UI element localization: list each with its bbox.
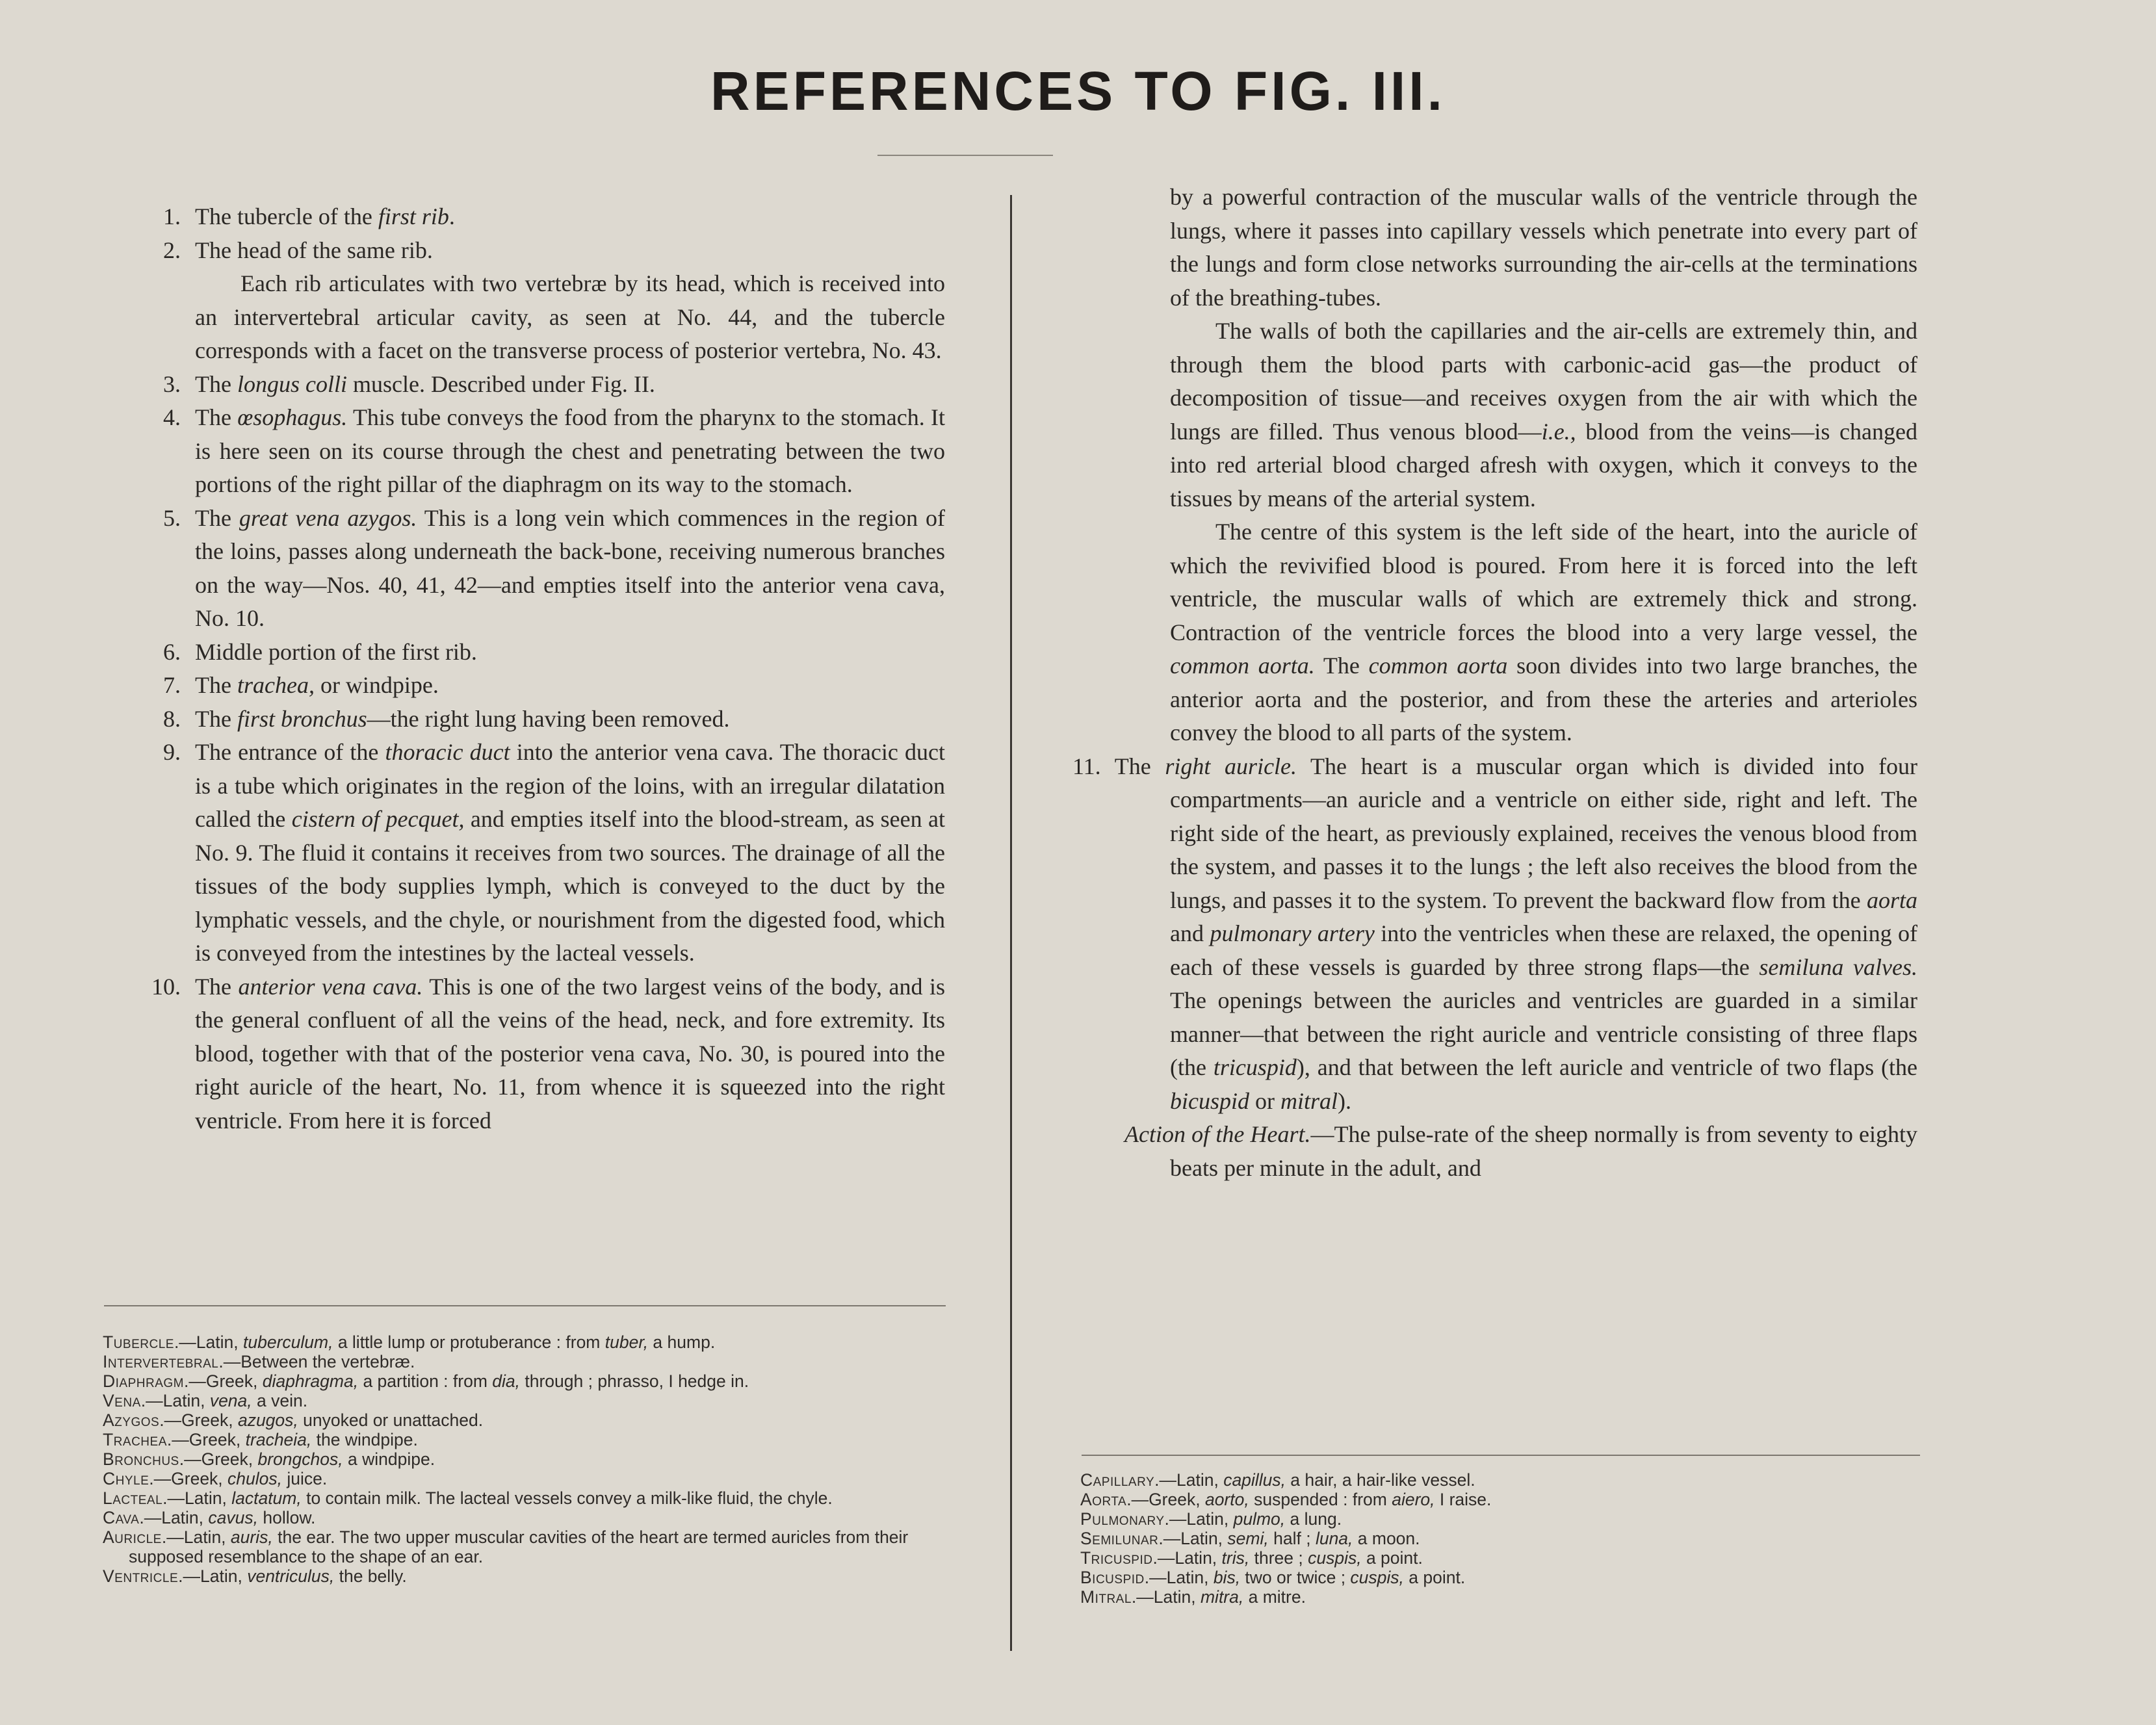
reference-item-8: 8. The first bronchus—the right lung having been removed.: [163, 705, 730, 732]
footnote-entry: Mitral.—Latin, mitra, a mitre.: [1080, 1587, 1306, 1607]
right-footnote-rule: [1082, 1455, 1920, 1456]
footnote-entry: Bicuspid.—Latin, bis, two or twice ; cuspis, a point.: [1080, 1568, 1466, 1587]
reference-item-1: 1. The tubercle of the first rib.: [163, 203, 455, 229]
rib-paragraph: Each rib articulates with two vertebræ by its head, which is received into an intervertebral articular cavity, as seen at No. 44, and the tubercle corresponds with a facet on the transverse process of posterior vertebra, No. 43.: [195, 270, 945, 363]
reference-item-9: 9. The entrance of the thoracic duct into the anterior vena cava. The thoracic duct is a tube which originates in the region of the loins, with an irregular dilatation called the cistern of pecquet, and empties itself into the blood-stream, as seen at No. 9. The fluid it contains it receives from two sources. The drainage of all the tissues of the body supplies lymph, which is conveyed to the duct by the lymphatic vessels, and the chyle, or nourishment from the digested food, which is conveyed from the intestines by the lacteal vessels.: [163, 739, 946, 966]
reference-item-5: 5. The great vena azygos. This is a long vein which commences in the region of the loins, passes along underneath the back-bone, receiving numerous branches on the way—Nos. 40, 41, 42—and empties itself into the anterior vena cava, No. 10.: [163, 504, 946, 631]
footnote-entry: Intervertebral.—Between the vertebræ.: [103, 1352, 415, 1371]
footnote-entry: Tricuspid.—Latin, tris, three ; cuspis, a point.: [1080, 1548, 1423, 1568]
footnote-entry: Semilunar.—Latin, semi, half ; luna, a moon.: [1080, 1529, 1420, 1548]
footnote-entry: Tubercle.—Latin, tuberculum, a little lump or protuberance : from tuber, a hump.: [103, 1332, 716, 1352]
action-of-heart-paragraph: Action of the Heart.—The pulse-rate of the sheep normally is from seventy to eighty beats per minute in the adult, and: [1124, 1121, 1917, 1181]
footnote-entry: Auricle.—Latin, auris, the ear. The two upper muscular cavities of the heart are termed auricles from their supposed resemblance to the shape of an ear.: [103, 1527, 909, 1566]
left-heart-paragraph: The centre of this system is the left side of the heart, into the auricle of which the revivified blood is poured. From here it is forced into the left ventricle, the muscular walls of which are extremely thick and strong. Contraction of the ventricle forces the blood into a very large vessel, the common aorta. The common aorta soon divides into two large branches, the anterior aorta and the posterior, and from these the arteries and arterioles convey the blood to all parts of the system.: [1170, 519, 1917, 746]
reference-item-6: 6. Middle portion of the first rib.: [163, 638, 477, 665]
footnote-entry: Trachea.—Greek, tracheia, the windpipe.: [103, 1430, 418, 1449]
footnote-entry: Cava.—Latin, cavus, hollow.: [103, 1508, 316, 1527]
footnote-entry: Bronchus.—Greek, brongchos, a windpipe.: [103, 1449, 435, 1469]
page-title: REFERENCES TO FIG. III.: [710, 60, 1446, 122]
left-footnotes: [103, 1332, 948, 1586]
reference-item-11: 11. The right auricle. The heart is a muscular organ which is divided into four compartments—an auricle and a ventricle on either side, right and left. The right side of the heart, as previously explained, receives the venous blood from the system, and passes it to the lungs ; the left also receives the blood from the lungs, and passes it to the system. To prevent the backward flow from the aorta and pulmonary artery into the ventricles when these are relaxed, the opening of each of these vessels is guarded by three strong flaps—the semiluna valves. The openings between the auricles and ventricles are guarded in a similar manner—that between the right auricle and ventricle consisting of three flaps (the tricuspid), and that between the left auricle and ventricle of two flaps (the bicuspid or mitral).: [1072, 753, 1918, 1114]
footnote-entry: Vena.—Latin, vena, a vein.: [103, 1391, 308, 1410]
right-column: [1072, 181, 1918, 1185]
left-column: [103, 200, 945, 1137]
column-divider: [1010, 195, 1012, 1651]
footnote-entry: Lacteal.—Latin, lactatum, to contain milk. The lacteal vessels convey a milk-like fluid, the chyle.: [103, 1488, 833, 1508]
footnote-entry: Capillary.—Latin, capillus, a hair, a hair-like vessel.: [1080, 1470, 1475, 1490]
title-rule: [877, 155, 1053, 156]
footnote-entry: Aorta.—Greek, aorto, suspended : from aiero, I raise.: [1080, 1490, 1492, 1509]
continued-paragraph: by a powerful contraction of the muscular walls of the ventricle through the lungs, where it passes into capillary vessels which penetrate into every part of the lungs and form close networks surrounding the air-cells at the terminations of the breathing-tubes.: [1170, 184, 1917, 311]
reference-item-3: 3. The longus colli muscle. Described under Fig. II.: [163, 370, 655, 397]
reference-item-10: 10. The anterior vena cava. This is one of the two largest veins of the body, and is the general confluent of all the veins of the head, neck, and fore extremity. Its blood, together with that of the posterior vena cava, No. 30, is poured into the right auricle of the heart, No. 11, from whence it is squeezed into the right ventricle. From here it is forced: [151, 973, 946, 1134]
footnote-entry: Diaphragm.—Greek, diaphragma, a partition : from dia, through ; phrasso, I hedge in.: [103, 1371, 749, 1391]
footnote-entry: Ventricle.—Latin, ventriculus, the belly.: [103, 1566, 407, 1586]
capillaries-paragraph: The walls of both the capillaries and the air-cells are extremely thin, and through them the blood parts with carbonic-acid gas—the product of decomposition of tissue—and receives oxygen from the air with which the lungs are filled. Thus venous blood—i.e., blood from the veins—is changed into red arterial blood charged afresh with oxygen, which it conveys to the tissues by means of the arterial system.: [1170, 318, 1917, 512]
footnote-entry: Pulmonary.—Latin, pulmo, a lung.: [1080, 1509, 1342, 1529]
reference-item-2: 2. The head of the same rib.: [163, 237, 433, 263]
footnote-entry: Chyle.—Greek, chulos, juice.: [103, 1469, 328, 1488]
reference-item-4: 4. The œsophagus. This tube conveys the food from the pharynx to the stomach. It is here seen on its course through the chest and penetrating between the two portions of the right pillar of the diaphragm on its way to the stomach.: [163, 404, 945, 497]
footnote-entry: Azygos.—Greek, azugos, unyoked or unattached.: [103, 1410, 484, 1430]
right-footnotes: [1080, 1470, 1919, 1607]
left-footnote-rule: [104, 1305, 946, 1306]
reference-item-7: 7. The trachea, or windpipe.: [163, 672, 439, 698]
